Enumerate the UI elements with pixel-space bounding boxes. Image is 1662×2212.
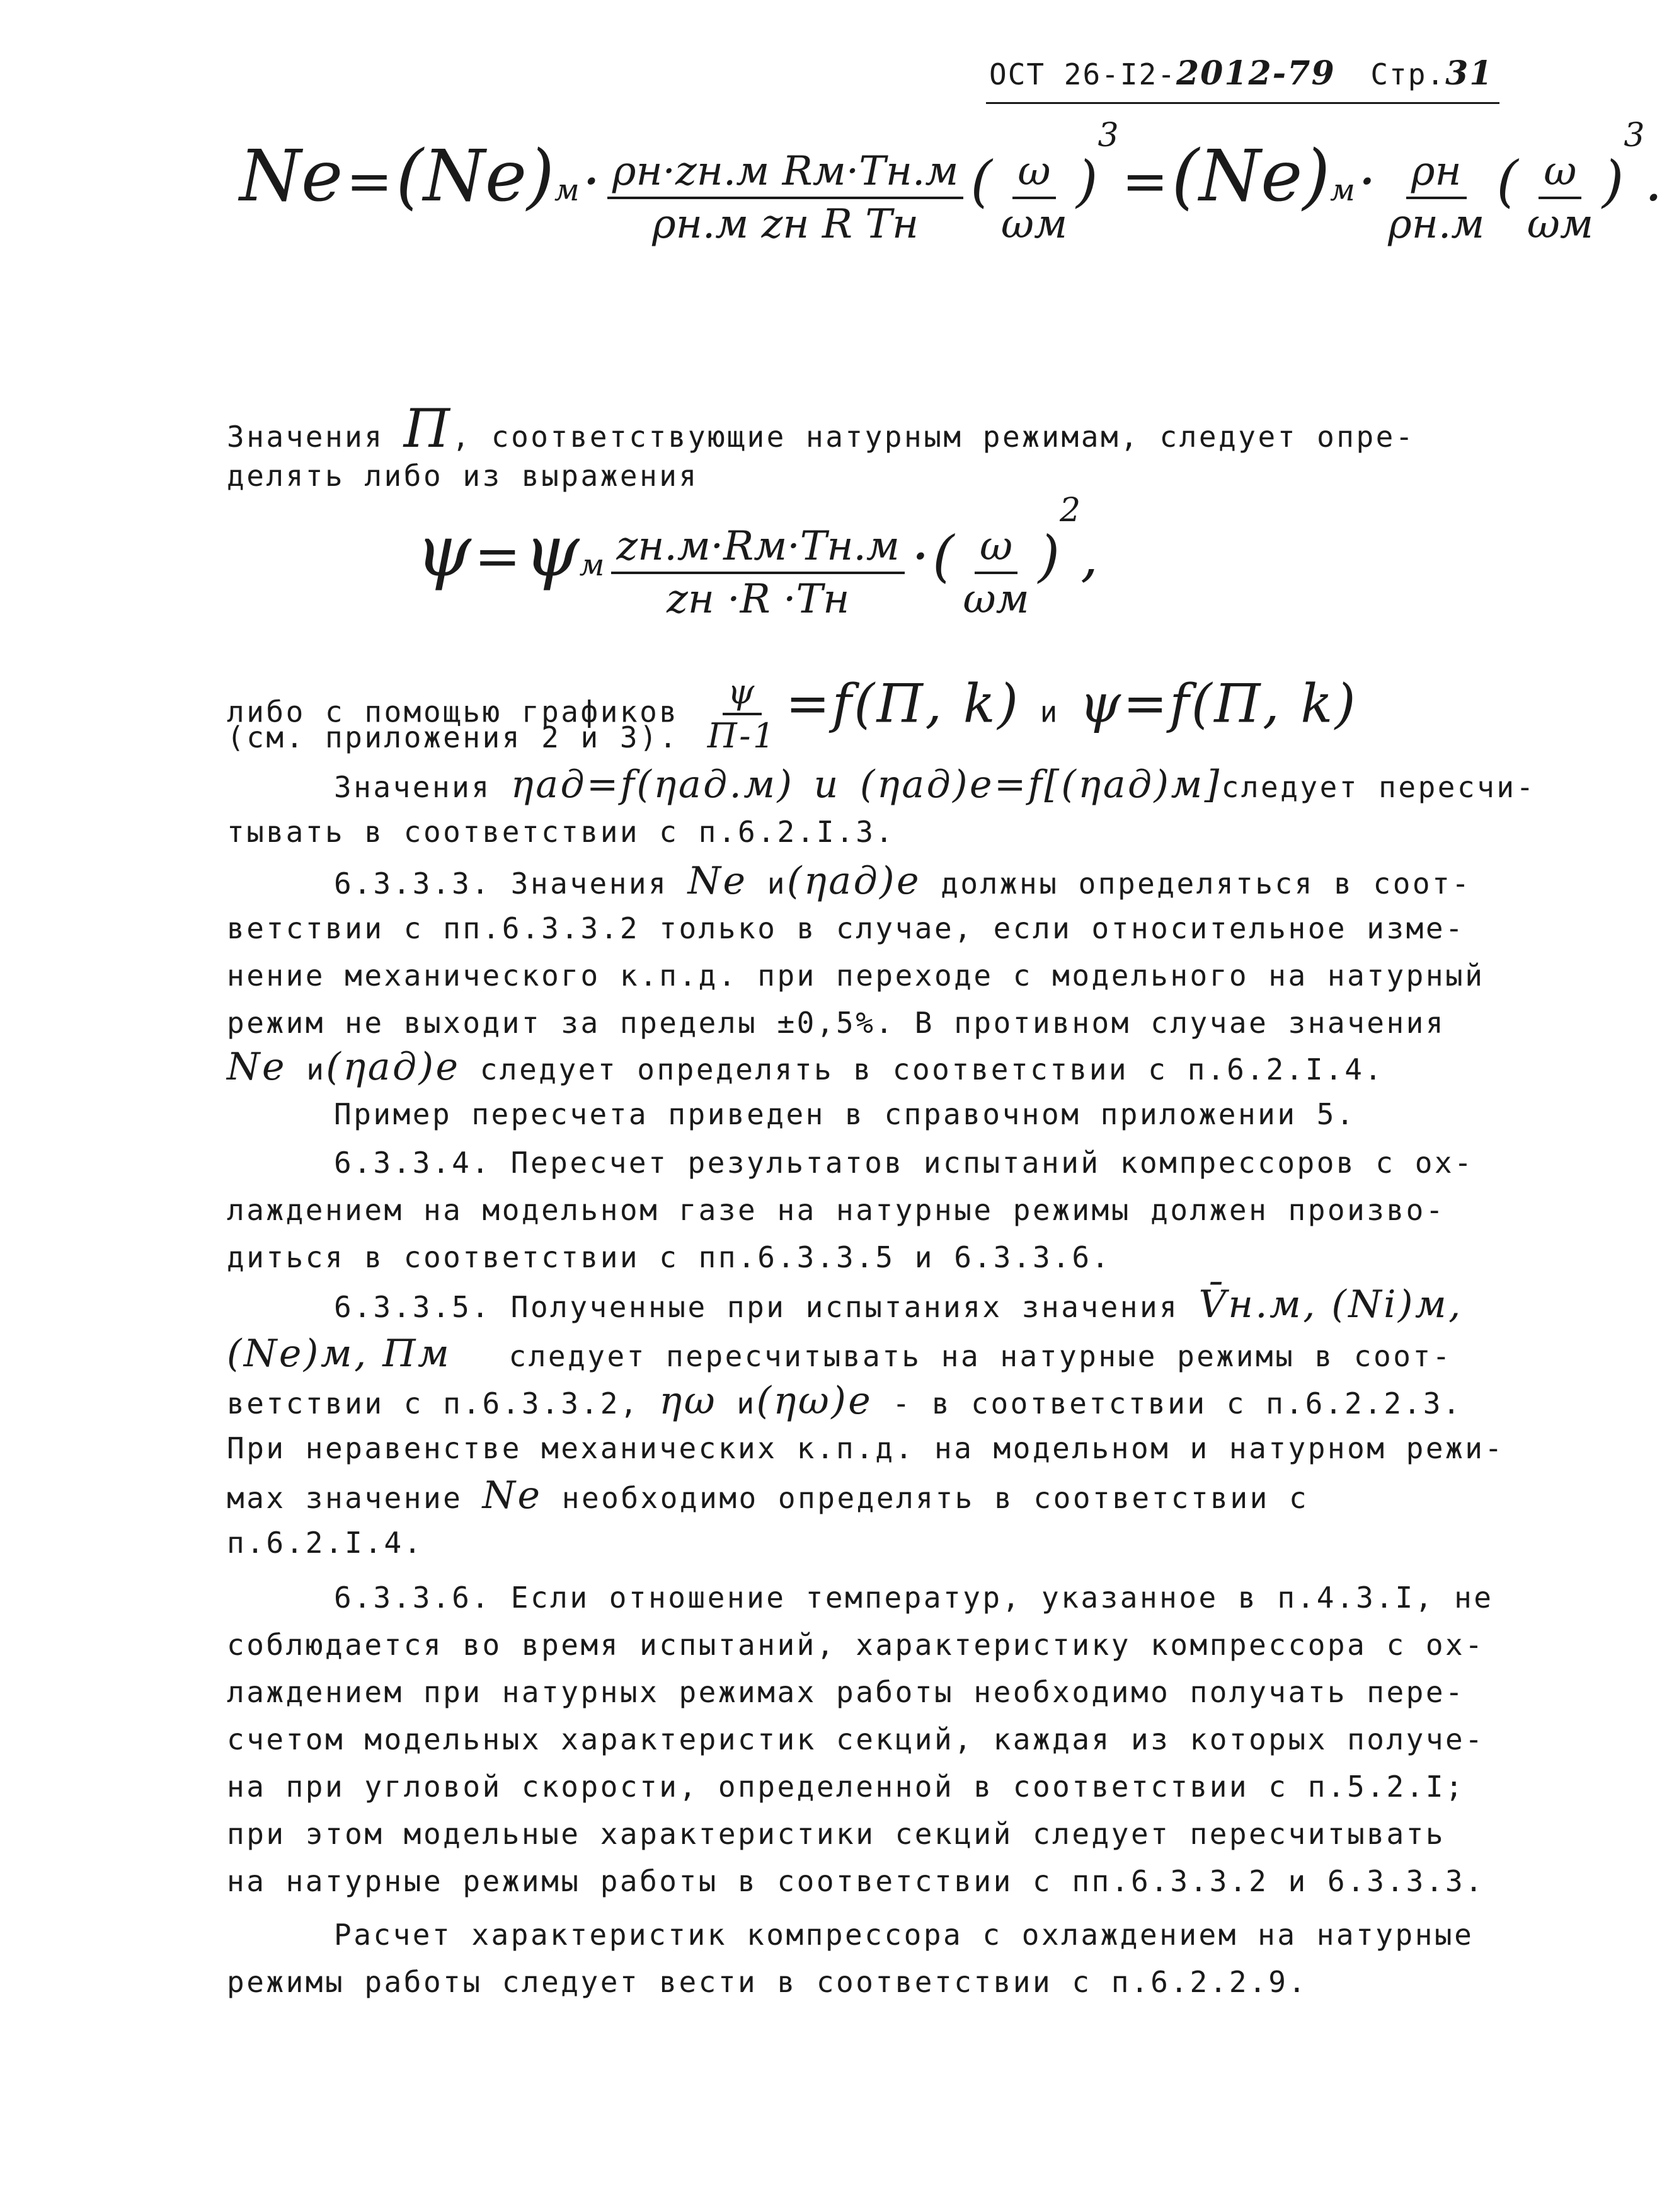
formula-psi-fraction-2: $\frac{\omega}{\omega м}$ bbox=[958, 521, 1034, 625]
para6-line5: мах значение Ne необходимо определять в соответствии с bbox=[227, 1473, 1309, 1518]
page-label: Стр. bbox=[1370, 57, 1446, 91]
para5-line2: лаждением на модельном газе на натурные режимы должен произво- bbox=[227, 1193, 1446, 1227]
formula-ne-fraction-4: $\frac{\omega}{\omega м}$ bbox=[1522, 146, 1598, 250]
para7-line4: счетом модельных характеристик секций, каждая из которых получе- bbox=[227, 1722, 1485, 1756]
para7-line7: на натурные режимы работы в соответствии с пп.6.3.3.2 и 6.3.3.3. bbox=[227, 1864, 1485, 1898]
document-header bbox=[989, 54, 1493, 93]
para6-line1: 6.3.3.5. Полученные при испытаниях значения V̄н.м, (Ni)м, bbox=[334, 1282, 1463, 1327]
para4-line2: ветствии с пп.6.3.3.2 только в случае, если относительное изме- bbox=[227, 911, 1465, 945]
page-number: 31 bbox=[1445, 54, 1494, 93]
psi-over-pi-fraction: $\frac{\psi}{П-1}$ bbox=[707, 672, 777, 756]
handwritten-standard-number: 2012-79 bbox=[1176, 54, 1336, 93]
para6-line2: (Ne)м, Пм следует пересчитывать на натурные режимы в соот- bbox=[227, 1332, 1452, 1376]
para1-line1: Значения П, соответствующие натурным режимам, следует опре- bbox=[227, 398, 1416, 459]
para5-line3: диться в соответствии с пп.6.3.3.5 и 6.3.3.6. bbox=[227, 1240, 1111, 1274]
formula-ne-fraction-3: $\frac{\rho н}{\rho н.м}$ bbox=[1383, 146, 1489, 250]
para4-line3: нение механического к.п.д. при переходе с модельного на натурный bbox=[227, 959, 1485, 993]
para8-line2: режимы работы следует вести в соответствии с п.6.2.2.9. bbox=[227, 1965, 1308, 1999]
para7-line5: на при угловой скорости, определенной в соответствии с п.5.2.I; bbox=[227, 1770, 1465, 1804]
para3-line1: Значения ηад=f(ηад.м) и (ηад)е=f[(ηад)м]следует пересчи- bbox=[334, 763, 1536, 807]
para2-line1: либо с помощью графиков $\frac{\psi}{П-1}$ =f(П, k) и ψ=f(П, k) bbox=[227, 672, 1358, 756]
header-rule bbox=[986, 102, 1499, 104]
para8-line1: Расчет характеристик компрессора с охлаждением на натурные bbox=[334, 1918, 1474, 1952]
para6-line6: п.6.2.I.4. bbox=[227, 1526, 423, 1560]
formula-ne-fraction-1: $\frac{\text{ρн·zн.м Rм·Tн.м}}{\text{ρн.м zн R Tн}}$ bbox=[607, 146, 964, 250]
para5-line1: 6.3.3.4. Пересчет результатов испытаний компрессоров с ох- bbox=[334, 1146, 1474, 1180]
formula-ne-fraction-2: $\frac{\omega}{\omega м}$ bbox=[996, 146, 1072, 250]
formula-ne: Ne = (Ne)м · $\frac{\text{ρн·zн.м Rм·Tн.м}}{\text{ρн.м zн R Tн}}$ ( $\frac{\omega}{\omega м}$ )3 = (Ne)м · $\frac{\rho н}{\rho н.м}$ ( $\frac{\omega}{\omega м}$ )3. bbox=[239, 135, 1662, 250]
para6-line3: ветствии с п.6.3.3.2, ηω и(ηω)е - в соответствии с п.6.2.2.3. bbox=[227, 1379, 1463, 1423]
formula-psi-fraction-1: $\frac{zн.м\cdot Rм\cdot Tн.м}{zн \cdot R \cdot Tн}$ bbox=[611, 521, 904, 625]
standard-prefix: ОСТ 26-I2- bbox=[989, 57, 1176, 91]
para3-line2: тывать в соответствии с п.6.2.I.3. bbox=[227, 815, 895, 849]
formula-psi: ψ = ψм $\frac{zн.м\cdot Rм\cdot Tн.м}{zн \cdot R \cdot Tн}$ · ( $\frac{\omega}{\omega м}$ )2, bbox=[416, 510, 1098, 625]
para7-line2: соблюдается во время испытаний, характеристику компрессора с ох- bbox=[227, 1628, 1485, 1662]
para7-line3: лаждением при натурных режимах работы необходимо получать пере- bbox=[227, 1675, 1465, 1709]
para4-line6: Пример пересчета приведен в справочном приложении 5. bbox=[334, 1097, 1356, 1131]
symbol-pi: П bbox=[403, 398, 452, 459]
para6-line4: При неравенстве механических к.п.д. на модельном и натурном режи- bbox=[227, 1431, 1504, 1465]
para4-line5: Ne и(ηад)е следует определять в соответствии с п.6.2.I.4. bbox=[227, 1045, 1384, 1089]
para4-line1: 6.3.3.3. Значения Ne и(ηад)е должны определяться в соот- bbox=[334, 859, 1472, 903]
para2-line2: (см. приложения 2 и 3). bbox=[227, 720, 679, 754]
para4-line4: режим не выходит за пределы ±0,5%. В противном случае значения bbox=[227, 1006, 1446, 1040]
para1-line2: делять либо из выражения bbox=[227, 459, 699, 493]
para7-line6: при этом модельные характеристики секций следует пересчитывать bbox=[227, 1817, 1446, 1851]
para7-line1: 6.3.3.6. Если отношение температур, указанное в п.4.3.I, не bbox=[334, 1581, 1494, 1615]
